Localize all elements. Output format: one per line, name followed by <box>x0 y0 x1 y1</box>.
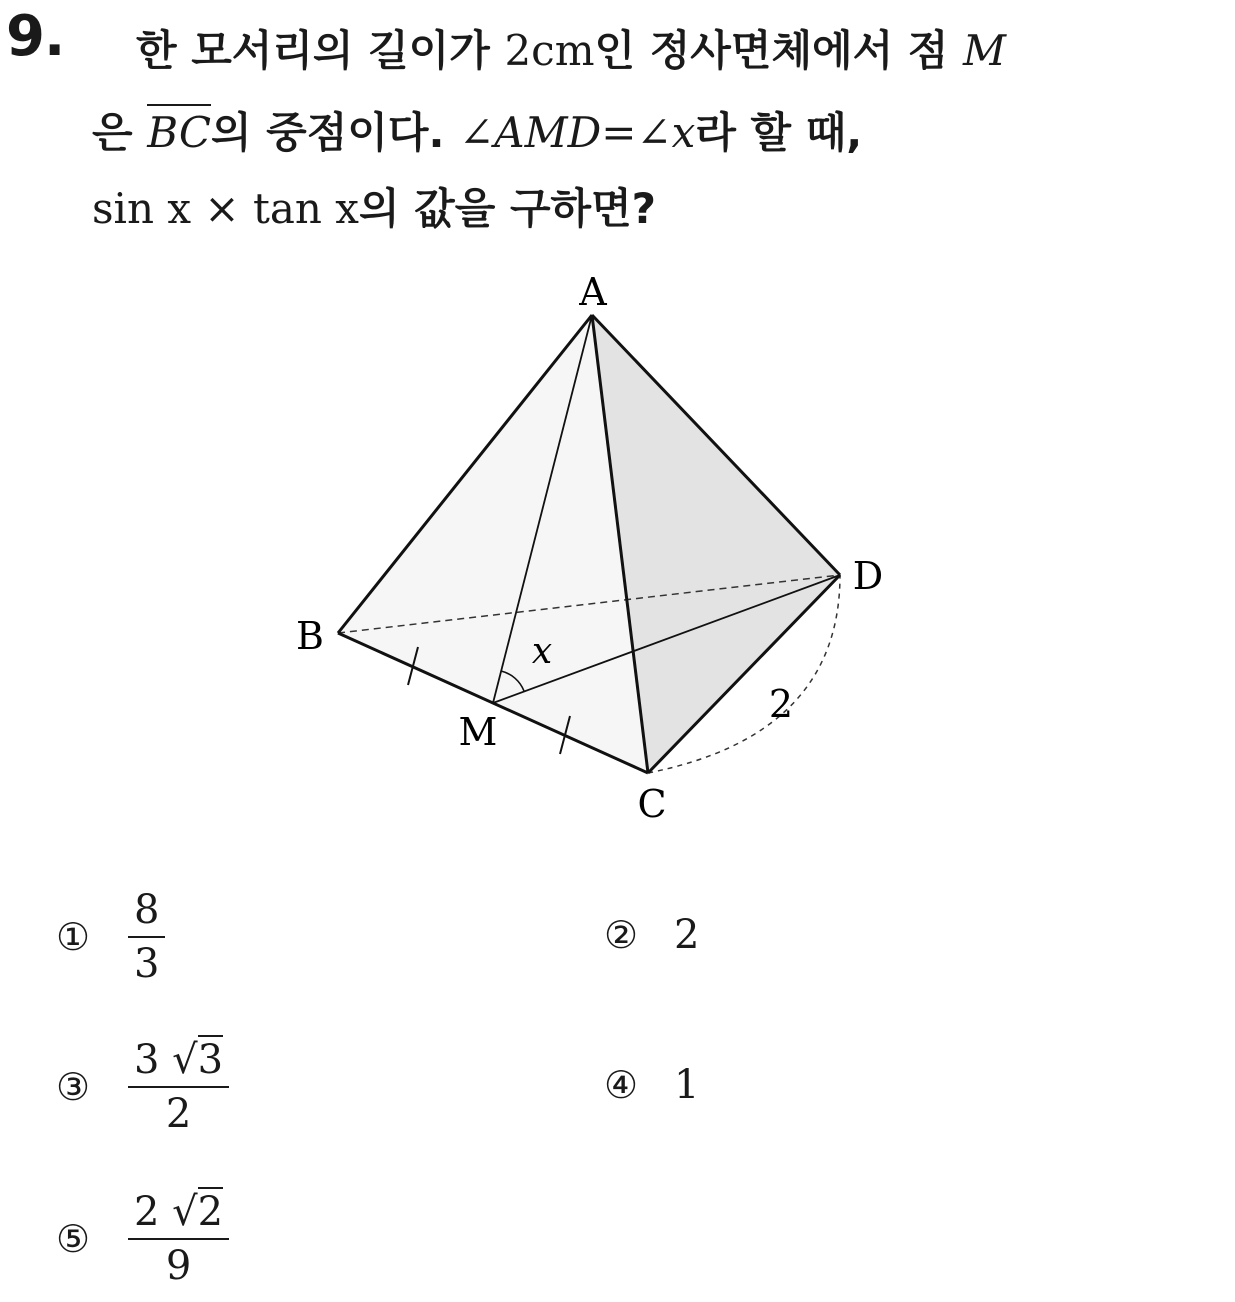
line1-text-a: 한 모서리의 길이가 <box>136 26 505 75</box>
choice-1-marker: ① <box>56 915 91 959</box>
choice-5-marker: ⑤ <box>56 1217 91 1261</box>
label-c: C <box>637 782 667 826</box>
choice-4[interactable] <box>604 1062 699 1108</box>
choice-3-radicand: 3 <box>197 1037 224 1083</box>
question-line-3 <box>92 176 656 236</box>
point-m: M <box>962 26 1006 75</box>
choice-5-denominator: 9 <box>165 1243 192 1289</box>
label-a: A <box>579 270 607 314</box>
tetrahedron-figure <box>280 265 920 835</box>
choice-1-numerator: 8 <box>134 887 160 933</box>
choice-5-coef: 2 <box>134 1189 160 1235</box>
choice-3-coef: 3 <box>134 1037 160 1083</box>
choice-3-fraction <box>128 1034 229 1140</box>
choice-1-denominator: 3 <box>134 941 160 987</box>
label-d: D <box>852 554 884 598</box>
choice-2-value: 2 <box>674 912 700 958</box>
label-angle-x: x <box>531 631 553 672</box>
label-edge-length: 2 <box>768 682 794 726</box>
choice-1[interactable] <box>56 884 165 990</box>
choice-4-value: 1 <box>674 1062 700 1108</box>
segment-bc: BC <box>147 104 211 157</box>
angle-expression: ∠AMD=∠x <box>459 108 696 157</box>
question-line-1 <box>136 18 1006 78</box>
choice-4-marker: ④ <box>604 1063 639 1107</box>
label-b: B <box>296 614 324 658</box>
choice-1-fraction <box>128 884 165 990</box>
question-number: 9. <box>6 4 65 69</box>
line1-text-b: 인 정사면체에서 점 <box>594 26 963 75</box>
choice-5[interactable] <box>56 1186 229 1292</box>
choice-3-marker: ③ <box>56 1065 91 1109</box>
choice-5-radicand: 2 <box>197 1189 224 1235</box>
choice-3[interactable] <box>56 1034 229 1140</box>
choice-2[interactable] <box>604 912 699 958</box>
choice-3-denominator: 2 <box>165 1091 192 1137</box>
line3-text-a: 의 값을 구하면? <box>358 184 657 233</box>
line2-text-b: 의 중점이다. <box>210 108 460 157</box>
trig-expression: sin x × tan x <box>92 184 359 233</box>
choice-3-numerator: 3 √3 <box>134 1037 224 1083</box>
line2-text-a: 은 <box>92 108 148 157</box>
choice-5-numerator: 2 √2 <box>134 1189 224 1235</box>
question-line-2 <box>92 100 862 160</box>
line2-text-c: 라 할 때, <box>695 108 863 157</box>
length-value: 2cm <box>504 26 595 75</box>
label-m: M <box>458 710 498 754</box>
choice-2-marker: ② <box>604 913 639 957</box>
choice-5-fraction <box>128 1186 229 1292</box>
